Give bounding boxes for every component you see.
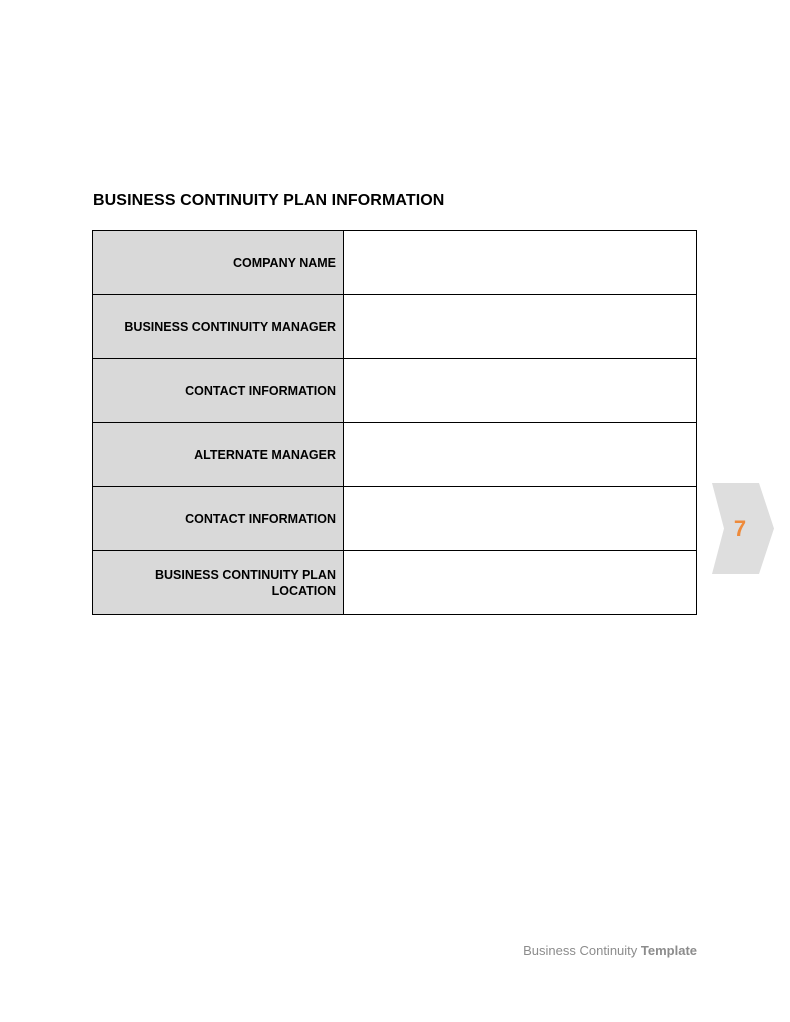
page-title: BUSINESS CONTINUITY PLAN INFORMATION	[93, 192, 445, 209]
table-row	[93, 423, 697, 487]
row-label-contact-information: CONTACT INFORMATION	[93, 359, 344, 423]
business-continuity-manager-field[interactable]	[344, 295, 697, 359]
alternate-manager-field[interactable]	[344, 423, 697, 487]
row-label-alternate-manager: ALTERNATE MANAGER	[93, 423, 344, 487]
plan-info-table	[92, 230, 697, 615]
footer	[523, 943, 697, 958]
page-number: 7	[733, 516, 747, 541]
alternate-contact-information-field[interactable]	[344, 487, 697, 551]
table-row	[93, 359, 697, 423]
row-label-company-name: COMPANY NAME	[93, 231, 344, 295]
contact-information-field[interactable]	[344, 359, 697, 423]
row-label-plan-location: BUSINESS CONTINUITY PLAN LOCATION	[93, 551, 344, 615]
row-label-business-continuity-manager: BUSINESS CONTINUITY MANAGER	[93, 295, 344, 359]
company-name-field[interactable]	[344, 231, 697, 295]
table-row	[93, 487, 697, 551]
table-row	[93, 295, 697, 359]
table-row	[93, 231, 697, 295]
footer-text-bold: Template	[640, 943, 697, 958]
footer-text: Business Continuity	[523, 943, 641, 958]
row-label-alternate-contact-information: CONTACT INFORMATION	[93, 487, 344, 551]
table-row	[93, 551, 697, 615]
plan-location-field[interactable]	[344, 551, 697, 615]
